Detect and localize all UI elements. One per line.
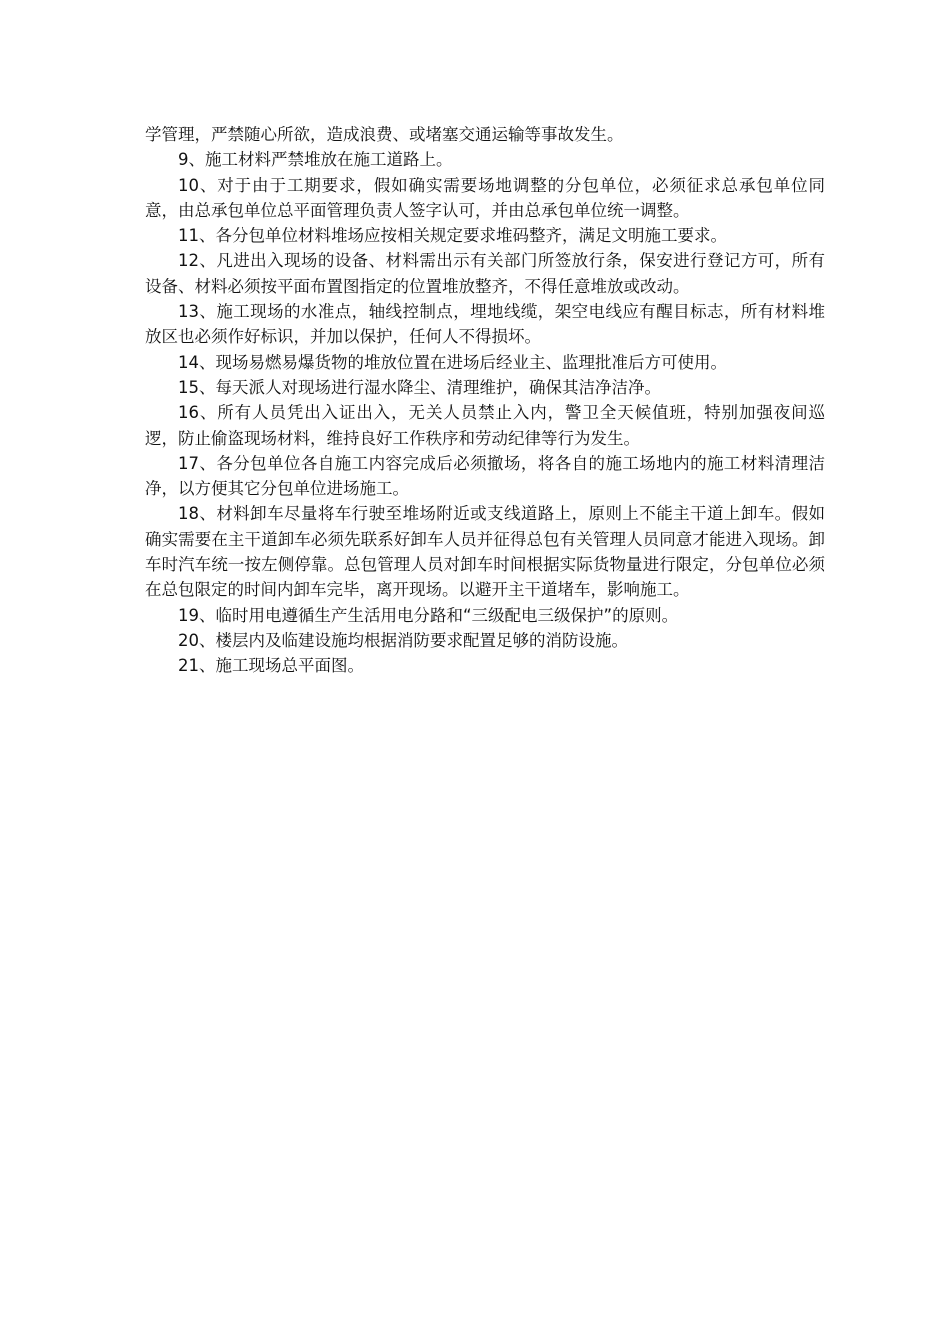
paragraph-item-11: 11、各分包单位材料堆场应按相关规定要求堆码整齐，满足文明施工要求。 [178, 226, 727, 246]
paragraph-item-16: 16、所有人员凭出入证出入，无关人员禁止入内，警卫全天候值班，特别加强夜间巡逻，防止偷盗现场材料，维持良好工作秩序和劳动纪律等行为发生。 [145, 403, 825, 448]
paragraph-item-12: 12、凡进出入现场的设备、材料需出示有关部门所签放行条，保安进行登记方可，所有设备、材料必须按平面布置图指定的位置堆放整齐，不得任意堆放或改动。 [145, 251, 825, 296]
paragraph-item-20: 20、楼层内及临建设施均根据消防要求配置足够的消防设施。 [178, 630, 628, 650]
paragraph-item-14: 14、现场易燃易爆货物的堆放位置在进场后经业主、监理批准后方可使用。 [178, 352, 727, 372]
paragraph-item-18: 18、材料卸车尽量将车行驶至堆场附近或支线道路上，原则上不能主干道上卸车。假如确实需要在主干道卸车必须先联系好卸车人员并征得总包有关管理人员同意才能进入现场。卸车时汽车统一按左侧停靠。总包管理人员对卸车时间根据实际货物量进行限定，分包单位必须在总包限定的时间内卸车完毕，离开现场。以避开主干道堵车，影响施工。 [145, 504, 825, 600]
paragraph-item-21: 21、施工现场总平面图。 [178, 656, 364, 676]
paragraph-item-9: 9、施工材料严禁堆放在施工道路上。 [178, 150, 453, 170]
paragraph-item-19: 19、临时用电遵循生产生活用电分路和“三级配电三级保护”的原则。 [178, 605, 679, 625]
paragraph-item-10: 10、对于由于工期要求，假如确实需要场地调整的分包单位，必须征求总承包单位同意，由总承包单位总平面管理负责人签字认可，并由总承包单位统一调整。 [145, 175, 825, 220]
paragraph-continuation: 学管理，严禁随心所欲，造成浪费、或堵塞交通运输等事故发生。 [145, 125, 624, 144]
paragraph-item-17: 17、各分包单位各自施工内容完成后必须撤场，将各自的施工场地内的施工材料清理洁净，以方便其它分包单位进场施工。 [145, 453, 825, 499]
paragraph-item-13: 13、施工现场的水准点，轴线控制点，埋地线缆，架空电线应有醒目标志，所有材料堆放区也必须作好标识，并加以保护，任何人不得损坏。 [145, 302, 825, 347]
document-page [145, 122, 825, 679]
paragraph-item-15: 15、每天派人对现场进行湿水降尘、清理维护，确保其洁净洁净。 [178, 377, 661, 397]
